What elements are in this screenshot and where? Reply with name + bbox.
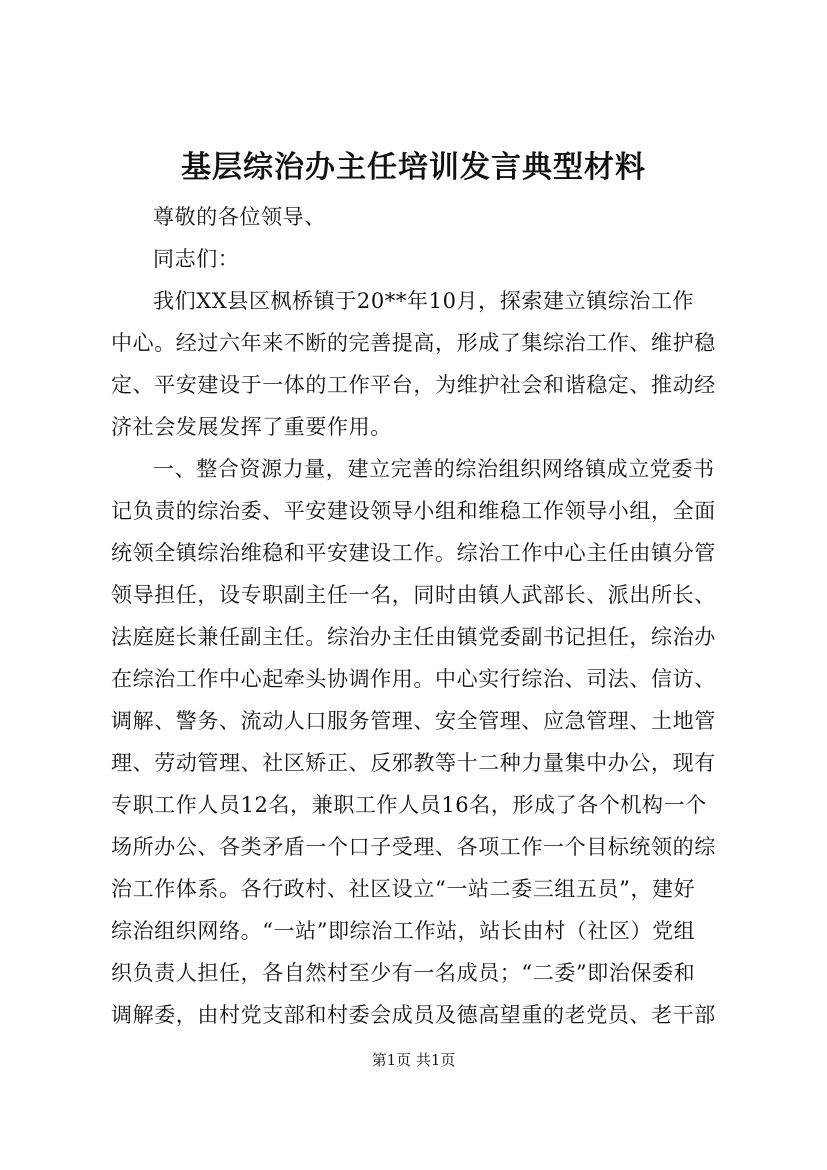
paragraph-1-line-3: 定、平安建设于一体的工作平台，为维护社会和谐稳定、推动经 — [111, 373, 716, 397]
paragraph-2-line-11: 治工作体系。各行政村、社区设立“一站二委三组五员”，建好 — [111, 877, 696, 901]
document-title: 基层综治办主任培训发言典型材料 — [181, 150, 646, 185]
paragraph-2-line-10: 场所办公、各类矛盾一个口子受理、各项工作一个目标统领的综 — [111, 835, 716, 859]
paragraph-2-line-14: 调解委，由村党支部和村委会成员及德高望重的老党员、老干部 — [111, 1003, 716, 1027]
paragraph-2-line-8: 理、劳动管理、社区矫正、反邪教等十二种力量集中办公，现有 — [111, 751, 716, 775]
paragraph-2-line-3: 统领全镇综治维稳和平安建设工作。综治工作中心主任由镇分管 — [111, 541, 716, 565]
salutation-line-1: 尊敬的各位领导、 — [153, 205, 326, 229]
paragraph-1-line-1: 我们XX县区枫桥镇于20**年10月，探索建立镇综治工作 — [153, 289, 695, 313]
paragraph-2-line-12: 综治组织网络。“一站”即综治工作站，站长由村（社区）党组 — [111, 919, 696, 943]
paragraph-2-line-4: 领导担任，设专职副主任一名，同时由镇人武部长、派出所长、 — [111, 583, 716, 607]
paragraph-2-line-9: 专职工作人员12名，兼职工作人员16名，形成了各个机构一个 — [111, 793, 707, 817]
page-footer: 第1页 共1页 — [371, 1051, 456, 1069]
paragraph-1-line-4: 济社会发展发挥了重要作用。 — [111, 415, 392, 439]
paragraph-2-line-6: 在综治工作中心起牵头协调作用。中心实行综治、司法、信访、 — [111, 667, 716, 691]
paragraph-2-line-5: 法庭庭长兼任副主任。综治办主任由镇党委副书记担任，综治办 — [111, 625, 716, 649]
paragraph-1-line-2: 中心。经过六年来不断的完善提高，形成了集综治工作、维护稳 — [111, 331, 716, 355]
paragraph-2-line-2: 记负责的综治委、平安建设领导小组和维稳工作领导小组，全面 — [111, 499, 716, 523]
paragraph-2-line-7: 调解、警务、流动人口服务管理、安全管理、应急管理、土地管 — [111, 709, 716, 733]
paragraph-2-line-1: 一、整合资源力量，建立完善的综治组织网络镇成立党委书 — [153, 457, 715, 481]
salutation-line-2: 同志们： — [153, 247, 240, 271]
paragraph-2-line-13: 织负责人担任，各自然村至少有一名成员；“二委”即治保委和 — [111, 961, 696, 985]
document-body — [111, 196, 733, 1036]
